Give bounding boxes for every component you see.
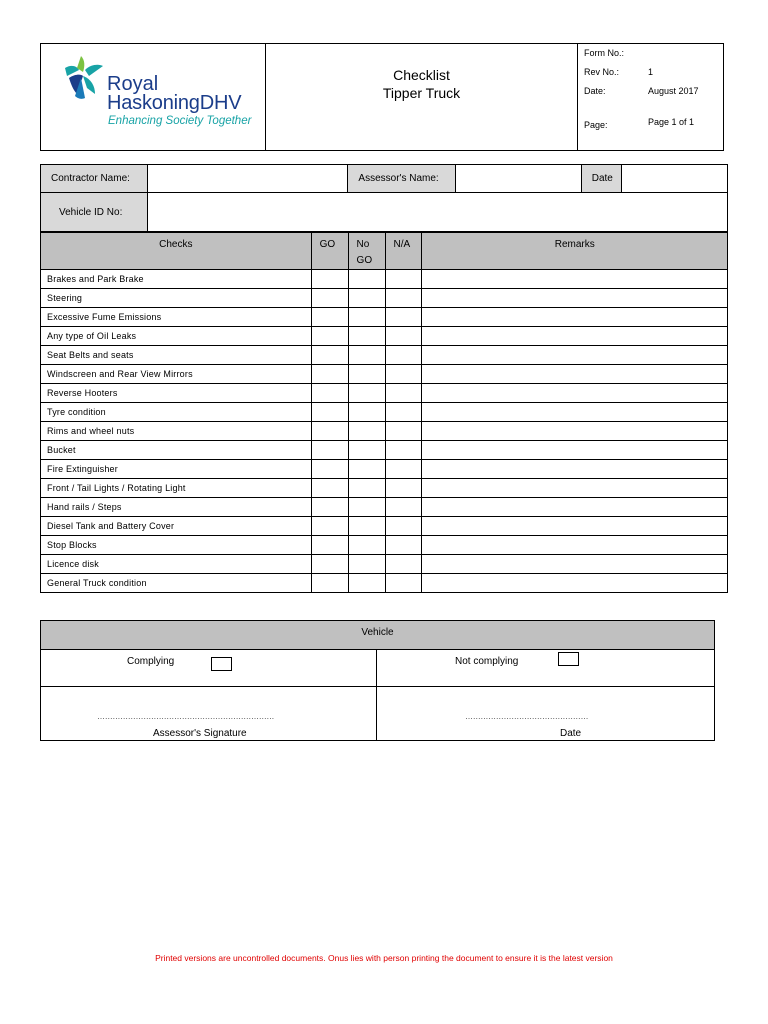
na-cell[interactable] (385, 422, 422, 441)
no-go-cell[interactable] (348, 365, 385, 384)
date-field-label: Date (581, 165, 621, 193)
check-row (41, 403, 728, 422)
check-item-label: Steering (41, 289, 312, 308)
go-cell[interactable] (311, 441, 348, 460)
check-item-label: Tyre condition (41, 403, 312, 422)
check-item-label: Seat Belts and seats (41, 346, 312, 365)
info-table (40, 164, 728, 232)
check-row (41, 460, 728, 479)
no-go-cell[interactable] (348, 574, 385, 593)
sign-date-line[interactable]: ………………………………………… (465, 712, 589, 721)
go-cell[interactable] (311, 479, 348, 498)
check-item-label: Excessive Fume Emissions (41, 308, 312, 327)
vehicle-compliance-table (40, 620, 715, 741)
uncontrolled-document-notice: Printed versions are uncontrolled documents. Onus lies with person printing the document to ensure it is the latest version (155, 953, 613, 963)
check-item-label: Bucket (41, 441, 312, 460)
check-row (41, 498, 728, 517)
check-item-label: Rims and wheel nuts (41, 422, 312, 441)
checks-header: Checks (41, 233, 312, 270)
check-row (41, 517, 728, 536)
remarks-cell[interactable] (422, 327, 728, 346)
na-cell[interactable] (385, 517, 422, 536)
check-row (41, 384, 728, 403)
check-row (41, 289, 728, 308)
no-go-cell[interactable] (348, 308, 385, 327)
na-cell[interactable] (385, 365, 422, 384)
na-cell[interactable] (385, 479, 422, 498)
go-cell[interactable] (311, 574, 348, 593)
checks-body (41, 270, 728, 593)
assessor-name-label: Assessor's Name: (348, 165, 455, 193)
check-row (41, 365, 728, 384)
date-value: August 2017 (648, 86, 699, 96)
remarks-cell[interactable] (422, 346, 728, 365)
vehicle-id-label: Vehicle ID No: (41, 193, 148, 232)
go-cell[interactable] (311, 498, 348, 517)
na-cell[interactable] (385, 536, 422, 555)
go-cell[interactable] (311, 403, 348, 422)
page-label: Page: (584, 120, 608, 130)
check-row (41, 555, 728, 574)
signature-line[interactable]: …………………………………………………………… (97, 712, 275, 721)
no-go-cell[interactable] (348, 517, 385, 536)
rev-no-value: 1 (648, 67, 654, 77)
go-cell[interactable] (311, 270, 348, 289)
na-cell[interactable] (385, 346, 422, 365)
check-row (41, 479, 728, 498)
document-header (40, 43, 724, 151)
remarks-cell[interactable] (422, 422, 728, 441)
remarks-cell[interactable] (422, 441, 728, 460)
remarks-cell[interactable] (422, 403, 728, 422)
go-cell[interactable] (311, 555, 348, 574)
remarks-cell[interactable] (422, 479, 728, 498)
na-cell[interactable] (385, 555, 422, 574)
remarks-cell[interactable] (422, 308, 728, 327)
check-item-label: Stop Blocks (41, 536, 312, 555)
sign-date-label: Date (560, 728, 582, 739)
check-row (41, 574, 728, 593)
check-item-label: Licence disk (41, 555, 312, 574)
remarks-cell[interactable] (422, 536, 728, 555)
logo-block (41, 44, 266, 150)
go-cell[interactable] (311, 536, 348, 555)
remarks-cell[interactable] (422, 498, 728, 517)
assessor-signature-label: Assessor's Signature (153, 728, 247, 739)
na-cell[interactable] (385, 498, 422, 517)
check-row (41, 422, 728, 441)
na-cell[interactable] (385, 441, 422, 460)
check-row (41, 441, 728, 460)
check-row (41, 308, 728, 327)
na-cell[interactable] (385, 460, 422, 479)
remarks-cell[interactable] (422, 460, 728, 479)
remarks-header: Remarks (422, 233, 728, 270)
check-row (41, 536, 728, 555)
no-go-header (348, 233, 385, 270)
no-go-cell[interactable] (348, 422, 385, 441)
contractor-name-label: Contractor Name: (41, 165, 148, 193)
na-cell[interactable] (385, 327, 422, 346)
title-line-1: Checklist (393, 67, 450, 83)
no-go-cell[interactable] (348, 555, 385, 574)
page-value: Page 1 of 1 (648, 117, 695, 127)
go-cell[interactable] (311, 384, 348, 403)
no-go-header-line2: GO (356, 255, 373, 266)
check-item-label: Windscreen and Rear View Mirrors (41, 365, 312, 384)
check-item-label: Any type of Oil Leaks (41, 327, 312, 346)
check-row (41, 327, 728, 346)
document-meta (578, 44, 723, 150)
na-cell[interactable] (385, 308, 422, 327)
check-item-label: Fire Extinguisher (41, 460, 312, 479)
na-cell[interactable] (385, 384, 422, 403)
remarks-cell[interactable] (422, 365, 728, 384)
go-cell[interactable] (311, 460, 348, 479)
na-cell[interactable] (385, 403, 422, 422)
document-title (266, 44, 578, 150)
go-cell[interactable] (311, 422, 348, 441)
remarks-cell[interactable] (422, 574, 728, 593)
logo-wordmark-line2: HaskoningDHV (107, 92, 242, 114)
remarks-cell[interactable] (422, 270, 728, 289)
remarks-cell[interactable] (422, 555, 728, 574)
check-item-label: General Truck condition (41, 574, 312, 593)
no-go-cell[interactable] (348, 479, 385, 498)
go-cell[interactable] (311, 346, 348, 365)
no-go-cell[interactable] (348, 536, 385, 555)
go-cell[interactable] (311, 308, 348, 327)
na-cell[interactable] (385, 574, 422, 593)
logo-wordmark-line1: Royal (107, 73, 159, 95)
remarks-cell[interactable] (422, 289, 728, 308)
na-header: N/A (385, 233, 422, 270)
check-row (41, 270, 728, 289)
go-cell[interactable] (311, 365, 348, 384)
go-header: GO (311, 233, 348, 270)
go-cell[interactable] (311, 327, 348, 346)
complying-label: Complying (127, 656, 175, 667)
assessor-name-field[interactable] (455, 165, 581, 193)
na-cell[interactable] (385, 270, 422, 289)
check-item-label: Front / Tail Lights / Rotating Light (41, 479, 312, 498)
complying-checkbox[interactable] (211, 657, 232, 671)
not-complying-checkbox[interactable] (558, 652, 579, 666)
no-go-cell[interactable] (348, 289, 385, 308)
check-item-label: Diesel Tank and Battery Cover (41, 517, 312, 536)
no-go-cell[interactable] (348, 498, 385, 517)
go-cell[interactable] (311, 517, 348, 536)
remarks-cell[interactable] (422, 517, 728, 536)
vehicle-id-field[interactable] (148, 193, 728, 232)
title-line-2: Tipper Truck (382, 85, 461, 101)
no-go-cell[interactable] (348, 270, 385, 289)
star-logo-icon (61, 54, 105, 102)
no-go-cell[interactable] (348, 460, 385, 479)
check-item-label: Brakes and Park Brake (41, 270, 312, 289)
not-complying-label: Not complying (455, 656, 519, 667)
logo-tagline: Enhancing Society Together (108, 115, 252, 127)
vehicle-row-divider (41, 686, 714, 687)
go-cell[interactable] (311, 289, 348, 308)
check-item-label: Reverse Hooters (41, 384, 312, 403)
date-label: Date: (584, 86, 606, 96)
no-go-cell[interactable] (348, 384, 385, 403)
check-row (41, 346, 728, 365)
remarks-cell[interactable] (422, 384, 728, 403)
vehicle-column-divider (376, 649, 377, 741)
no-go-cell[interactable] (348, 403, 385, 422)
no-go-header-line1: No (356, 239, 370, 250)
rev-no-label: Rev No.: (584, 67, 620, 77)
form-no-label: Form No.: (584, 48, 625, 58)
checks-header-row (41, 233, 728, 270)
date-field[interactable] (621, 165, 727, 193)
no-go-cell[interactable] (348, 327, 385, 346)
no-go-cell[interactable] (348, 346, 385, 365)
contractor-name-field[interactable] (148, 165, 348, 193)
na-cell[interactable] (385, 289, 422, 308)
check-item-label: Hand rails / Steps (41, 498, 312, 517)
no-go-cell[interactable] (348, 441, 385, 460)
checks-table (40, 232, 728, 593)
vehicle-heading: Vehicle (41, 621, 714, 650)
